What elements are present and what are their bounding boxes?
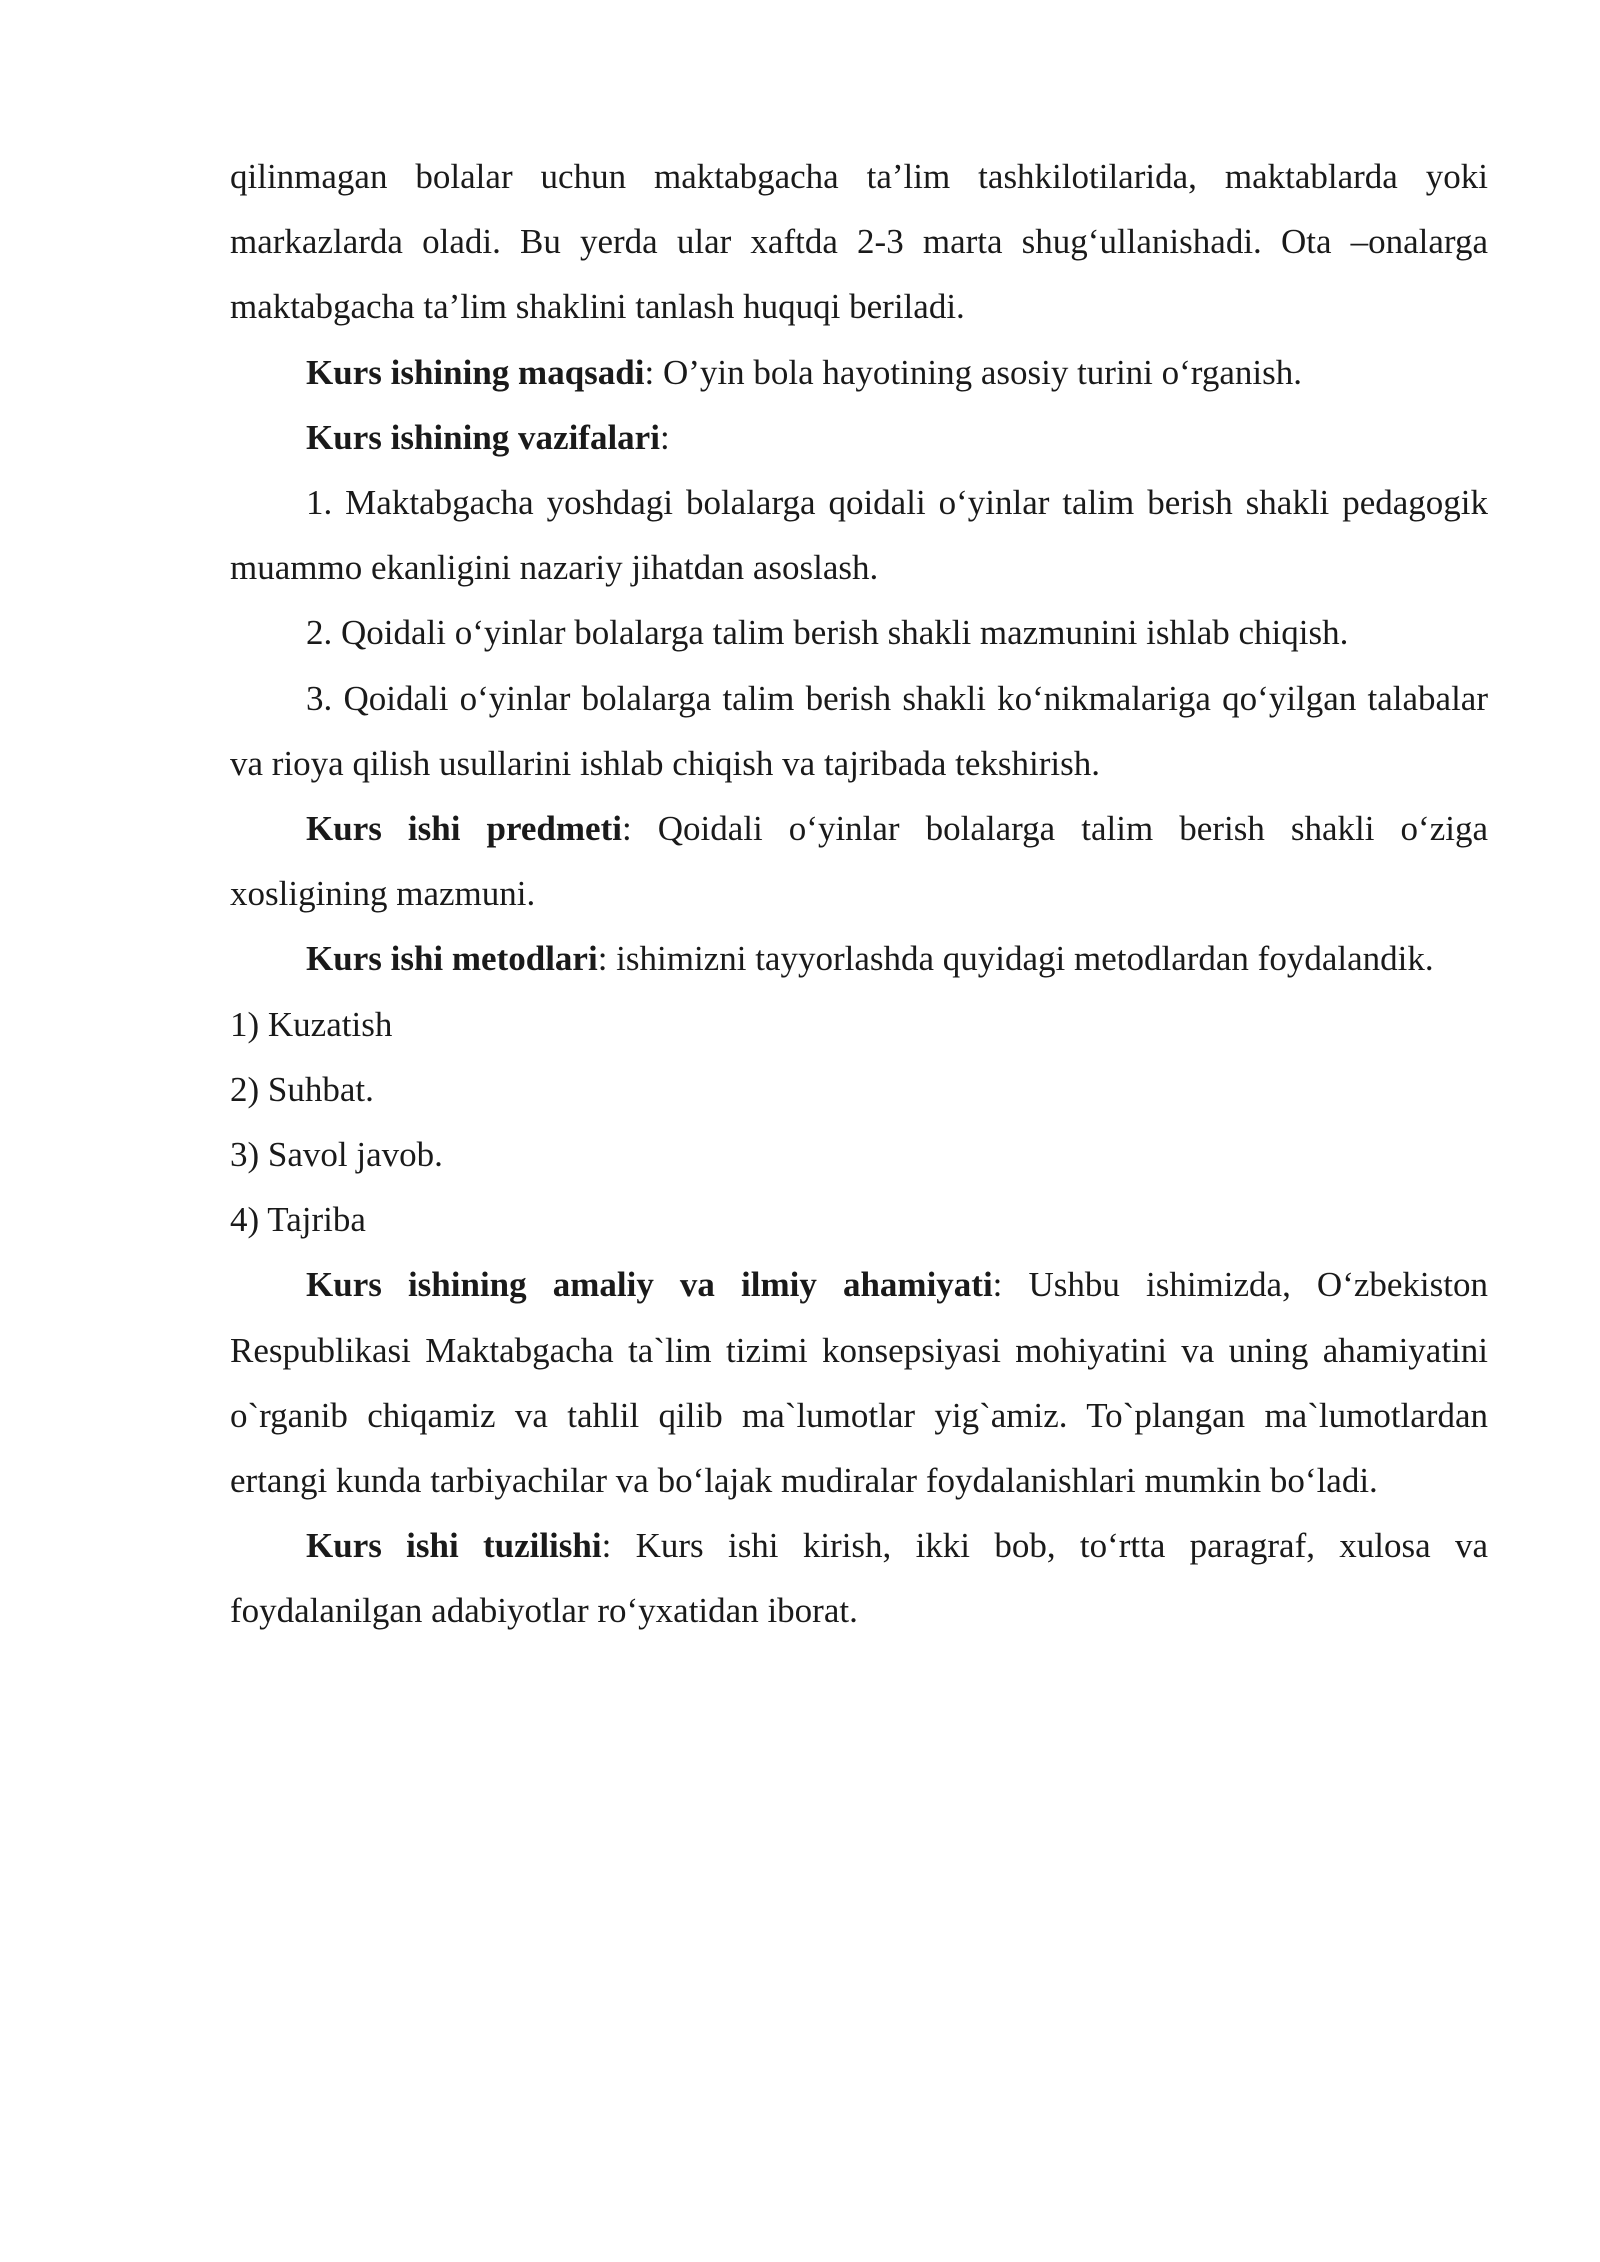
subject-label: Kurs ishi predmeti (306, 809, 622, 849)
paragraph-structure (230, 1513, 1488, 1643)
method-item-3: 3) Savol javob. (230, 1135, 443, 1175)
significance-label: Kurs ishining amaliy va ilmiy ahamiyati (306, 1265, 993, 1305)
method-item-2: 2) Suhbat. (230, 1069, 374, 1109)
task-item-1: 1. Maktabgacha yoshdagi bolalarga qoidali o‘yinlar talim berish shakli pedagogik muammo ekanligini nazariy jihatdan asoslash. (230, 483, 1488, 588)
method-item-4: 4) Tajriba (230, 1200, 366, 1240)
paragraph-goal (230, 340, 1488, 405)
paragraph-subject (230, 796, 1488, 926)
paragraph-methods (230, 926, 1488, 991)
paragraph-intro: qilinmagan bolalar uchun maktabgacha ta’lim tashkilotilarida, maktablarda yoki markazlarda oladi. Bu yerda ular xaftda 2-3 marta shug‘ullanishadi. Ota –onalarga maktabgacha ta’lim shaklini tanlash huquqi beriladi. (230, 157, 1488, 327)
task-item-2: 2. Qoidali o‘yinlar bolalarga talim berish shakli mazmunini ishlab chiqish. (306, 613, 1349, 653)
significance-text: : Ushbu ishimizda, O‘zbekiston Respublikasi Maktabgacha ta`lim tizimi konsepsiyasi mohiyatini va uning ahamiyatini o`rganib chiqamiz va tahlil qilib ma`lumotlar yig`amiz. To`plangan ma`lumotlardan ertangi kunda tarbiyachilar va bo‘lajak mudiralar foydalanishlari mumkin bo‘ladi. (230, 1265, 1488, 1501)
paragraph-significance (230, 1252, 1488, 1513)
goal-text: : O’yin bola hayotining asosiy turini o‘rganish. (644, 352, 1302, 392)
subject-text: : Qoidali o‘yinlar bolalarga talim berish shakli o‘ziga xosligining mazmuni. (230, 809, 1488, 914)
methods-text: : ishimizni tayyorlashda quyidagi metodlardan foydalandik. (597, 939, 1434, 979)
tasks-label: Kurs ishining vazifalari (306, 417, 660, 457)
method-item-1: 1) Kuzatish (230, 1004, 393, 1044)
tasks-colon: : (659, 417, 670, 457)
structure-label: Kurs ishi tuzilishi (306, 1526, 602, 1566)
methods-label: Kurs ishi metodlari (306, 939, 598, 979)
paragraph-tasks-heading (230, 405, 1488, 470)
goal-label: Kurs ishining maqsadi (306, 352, 645, 392)
structure-text: : Kurs ishi kirish, ikki bob, to‘rtta paragraf, xulosa va foydalanilgan adabiyotlar ro‘yxatidan iborat. (230, 1526, 1488, 1631)
task-item-3: 3. Qoidali o‘yinlar bolalarga talim berish shakli ko‘nikmalariga qo‘yilgan talabalar va rioya qilish usullarini ishlab chiqish va tajribada tekshirish. (230, 678, 1488, 783)
document-body (230, 144, 1488, 1644)
